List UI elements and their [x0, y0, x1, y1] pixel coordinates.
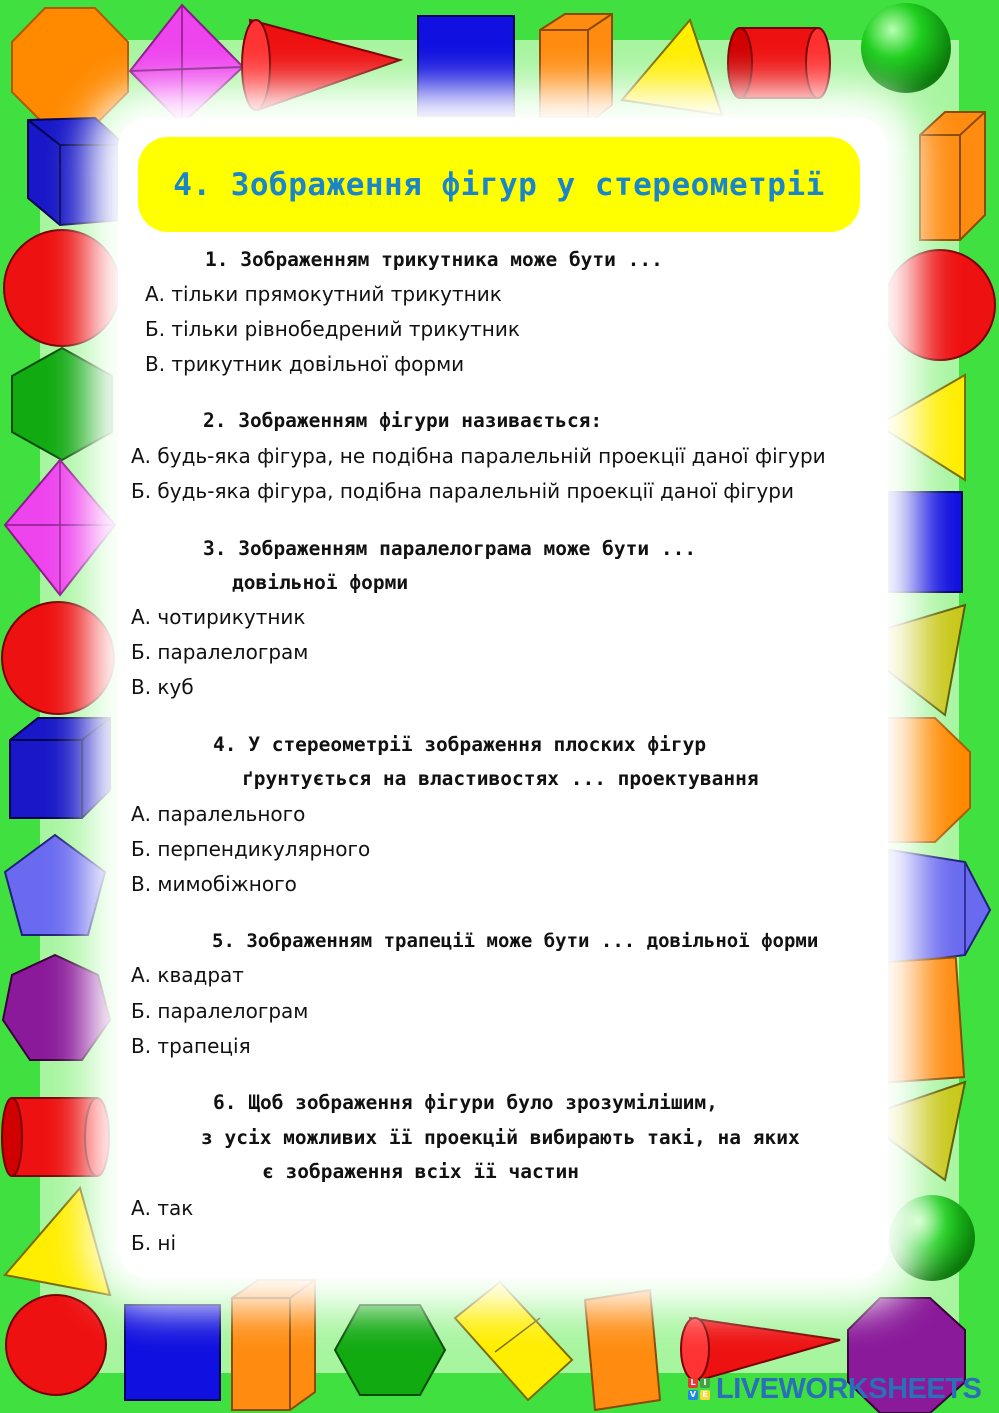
blue-cube-left-top — [28, 118, 125, 225]
title-banner — [138, 137, 860, 232]
question-3-line-2: довільної форми — [232, 571, 409, 594]
question-3-line-1: 3. Зображенням паралелограма може бути ... — [203, 537, 697, 560]
q5-option-a[interactable]: А. квадрат — [131, 963, 244, 987]
green-hexagon-bottom — [335, 1305, 445, 1395]
green-ball-top-right — [861, 3, 951, 93]
q6-option-b[interactable]: Б. ні — [131, 1231, 177, 1255]
red-circle-right-1 — [885, 250, 995, 360]
q5-option-b[interactable]: Б. паралелограм — [131, 999, 309, 1023]
q1-option-b[interactable]: Б. тільки рівнобедрений трикутник — [145, 317, 520, 341]
q4-option-b[interactable]: Б. перпендикулярного — [131, 837, 371, 861]
question-4-line-2: ґрунтується на властивостях ... проектування — [242, 767, 759, 790]
orange-octagon-top-left — [12, 8, 128, 125]
blue-square-bottom — [125, 1305, 220, 1400]
logo-text: LIVEWORKSHEETS — [716, 1372, 982, 1405]
q3-option-a[interactable]: А. чотирикутник — [131, 605, 306, 629]
green-ball-right — [889, 1195, 975, 1281]
q4-option-a[interactable]: А. паралельного — [131, 802, 306, 826]
q2-option-b[interactable]: Б. будь-яка фігура, подібна паралельній проекції даної фігури — [131, 479, 794, 503]
blue-square-top — [418, 16, 514, 116]
orange-prism-bottom — [232, 1280, 315, 1410]
logo-mark-l: L — [688, 1378, 698, 1388]
red-circle-bottom-left — [6, 1295, 106, 1395]
orange-rectangle-bottom — [585, 1290, 660, 1410]
orange-rectangle-right — [876, 957, 964, 1082]
question-1: 1. Зображенням трикутника може бути ... — [205, 248, 663, 271]
question-4-line-1: 4. У стереометрії зображення плоских фігур — [213, 733, 707, 756]
logo-mark-icon — [688, 1378, 710, 1400]
q1-option-c[interactable]: В. трикутник довільної форми — [145, 352, 465, 376]
red-circle-left-2 — [2, 602, 114, 714]
q4-option-c[interactable]: В. мимобіжного — [131, 872, 297, 896]
question-6-line-1: 6. Щоб зображення фігури було зрозумілішим, — [213, 1091, 718, 1114]
question-6-line-3: є зображення всіх її частин — [262, 1160, 579, 1183]
logo-mark-e: E — [700, 1390, 710, 1400]
q5-option-c[interactable]: В. трапеція — [131, 1034, 251, 1058]
red-circle-left-1 — [4, 230, 120, 346]
q3-option-c[interactable]: В. куб — [131, 675, 194, 699]
question-5: 5. Зображенням трапеції може бути ... довільної форми — [212, 930, 819, 952]
logo-mark-v: V — [689, 1390, 697, 1399]
logo-mark-i: I — [700, 1378, 710, 1388]
q2-option-a[interactable]: А. будь-яка фігура, не подібна паралельній проекції даної фігури — [131, 444, 826, 468]
orange-prism-right — [920, 112, 985, 240]
blue-cube-left-mid — [10, 718, 110, 818]
q6-option-a[interactable]: А. так — [131, 1196, 194, 1220]
liveworksheets-logo — [688, 1371, 981, 1407]
question-6-line-2: з усіх можливих її проекцій вибирають такі, на яких — [201, 1126, 800, 1149]
question-2: 2. Зображенням фігури називається: — [203, 409, 603, 432]
q1-option-a[interactable]: А. тільки прямокутний трикутник — [145, 282, 502, 306]
q3-option-b[interactable]: Б. паралелограм — [131, 640, 309, 664]
worksheet-title: 4. Зображення фігур у стереометрії — [173, 166, 825, 203]
